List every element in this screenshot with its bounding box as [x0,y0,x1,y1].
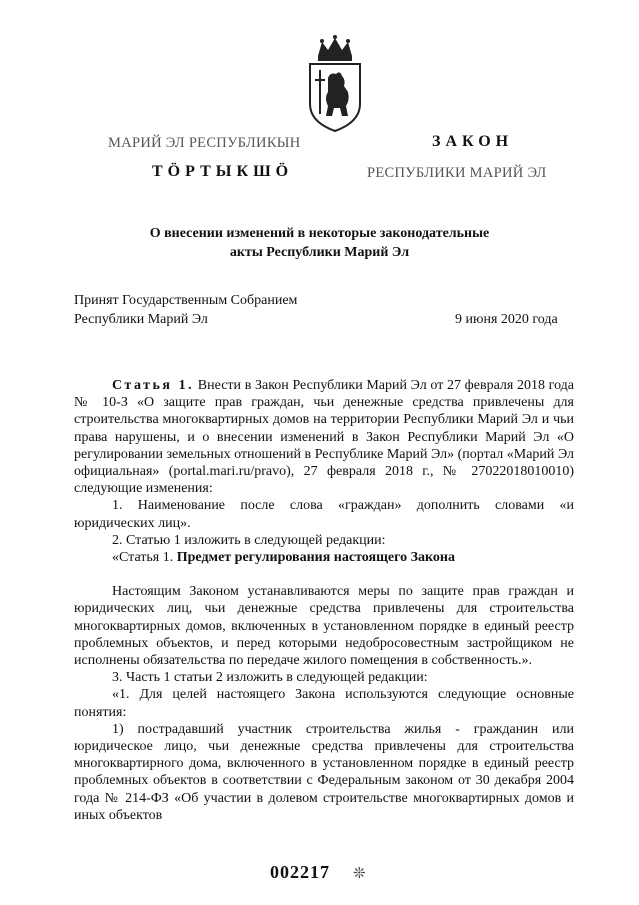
quote-prefix: «Статья 1. [112,550,177,566]
adopted-by [74,291,297,329]
item-2-quote-heading [74,549,574,566]
item-3-sub-1: 1) пострадавший участник строительства жилья - гражданин или юридическое лицо, чьи денежные средства привлечены для строительства многоквартирного дома, включенного в установленном порядке в единый реестр проблемных объектов в соответствии с Федеральным законом от 30 декабря 2004 года № 214-ФЗ «Об участии в долевом строительстве многоквартирных домов и иных объектов [74,721,574,823]
adopted-line1: Принят Государственным Собранием [74,293,298,308]
header-left-line1: МАРИЙ ЭЛ РЕСПУБЛИКЫН [108,135,301,151]
item-3: 3. Часть 1 статьи 2 изложить в следующей редакции: [112,670,428,686]
snowflake-mark-icon: ❊ [353,866,366,882]
article-1-paragraph [74,377,574,497]
item-2-quote-body: Настоящим Законом устанавливаются меры по защите прав граждан и юридических лиц, чьи денежные средства привлечены для строительства многоквартирных домов, включенных в установленном порядке в единый реестр проблемных объектов, и перед которыми недобросовестным застройщиком не исполнены обязательства по передаче жилого помещения в собственность.». [74,584,574,669]
document-title-line1: О внесении изменений в некоторые законодательные [149,226,490,241]
header-left-line2: ТӦРТЫКШӦ [152,163,294,180]
adoption-date: 9 июня 2020 года [455,312,558,327]
item-3-quote: «1. Для целей настоящего Закона используются следующие основные понятия: [74,687,574,720]
coat-of-arms-icon [300,34,370,134]
serial-number: 002217 [270,862,330,882]
article-1-label: Статья 1. [112,378,195,393]
quote-title: Предмет регулирования настоящего Закона [176,550,455,566]
law-body [74,377,574,824]
document-title-line2: акты Республики Марий Эл [229,245,410,260]
header-right-line1: ЗАКОН [432,133,514,150]
item-2: 2. Статью 1 изложить в следующей редакции: [112,532,386,548]
item-1: 1. Наименование после слова «граждан» дополнить словами «и юридических лиц». [74,498,574,531]
adopted-line2: Республики Марий Эл [74,312,208,327]
header-right-line2: РЕСПУБЛИКИ МАРИЙ ЭЛ [367,165,547,181]
article-1-text: Внести в Закон Республики Марий Эл от 27 февраля 2018 года № 10-З «О защите прав граждан, чьи денежные средства привлечены для строительства многоквартирных домов на территории Республики Марий Эл и чьи права нарушены, и о внесении изменений в Закон Республики Марий Эл «О регулировании земельных отношений в Республике Марий Эл» (портал «Марий Эл официальная» (portal.mari.ru/pravo), 27 февраля 2018 г., № 27022018010010) следующие изменения: [74,378,574,497]
